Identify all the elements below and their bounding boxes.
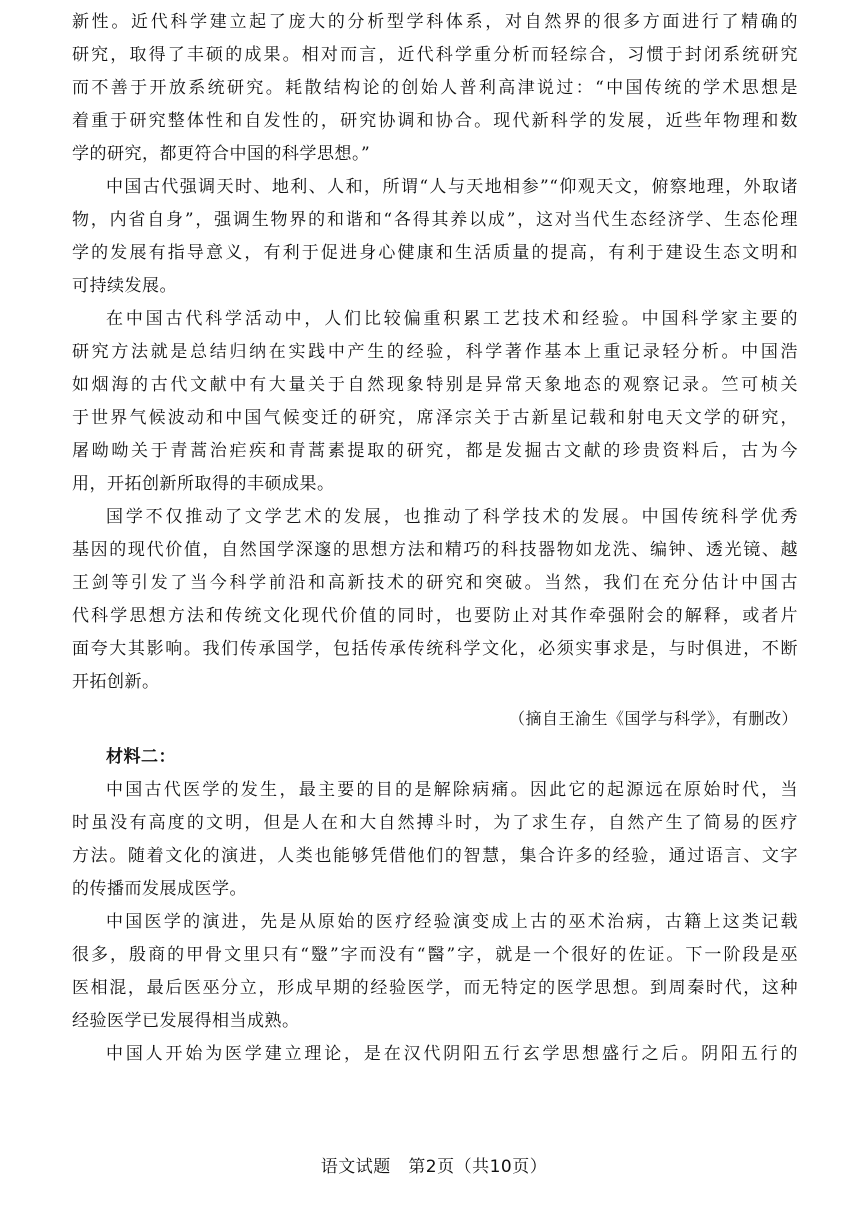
text-line: 研究，取得了丰硕的成果。相对而言，近代科学重分析而轻综合，习惯于封闭系统研究 bbox=[72, 45, 798, 65]
text-line: 中国古代强调天时、地利、人和，所谓“人与天地相参”“仰观天文，俯察地理，外取诸 bbox=[106, 177, 798, 197]
text-line: 着重于研究整体性和自发性的，研究协调和协合。现代新科学的发展，近些年物理和数 bbox=[72, 111, 798, 131]
text-line: 基因的现代价值，自然国学深邃的思想方法和精巧的科技器物如龙洗、编钟、透光镜、越 bbox=[72, 540, 798, 560]
text-line: 时虽没有高度的文明，但是人在和大自然搏斗时，为了求生存，自然产生了简易的医疗 bbox=[72, 813, 798, 833]
text-line: 的传播而发展成医学。 bbox=[72, 879, 247, 899]
source-citation: （摘自王渝生《国学与科学》，有删改） bbox=[508, 709, 798, 728]
paragraph-1 bbox=[72, 6, 798, 171]
text-line: 在中国古代科学活动中，人们比较偏重积累工艺技术和经验。中国科学家主要的 bbox=[106, 309, 798, 329]
paragraph-4 bbox=[72, 501, 798, 699]
text-line: 屠呦呦关于青蒿治疟疾和青蒿素提取的研究，都是发掘古文献的珍贵资料后，古为今 bbox=[72, 441, 798, 461]
text-line: 中国医学的演进，先是从原始的医疗经验演变成上古的巫术治病，古籍上这类记载 bbox=[106, 912, 798, 932]
text-line: 开拓创新。 bbox=[72, 672, 160, 692]
text-line: 学的发展有指导意义，有利于促进身心健康和生活质量的提高，有利于建设生态文明和 bbox=[72, 243, 798, 263]
paragraph-7 bbox=[72, 1038, 798, 1071]
text-line: 用，开拓创新所取得的丰硕成果。 bbox=[72, 474, 335, 494]
text-line: 很多，殷商的甲骨文里只有“毉”字而没有“醫”字，就是一个很好的佐证。下一阶段是巫 bbox=[72, 945, 798, 965]
text-line: 如烟海的古代文献中有大量关于自然现象特别是异常天象地态的观察记录。竺可桢关 bbox=[72, 375, 798, 395]
text-line: 可持续发展。 bbox=[72, 276, 177, 296]
page-body bbox=[72, 6, 798, 1071]
section-heading: 材料二： bbox=[106, 747, 176, 767]
paragraph-3 bbox=[72, 303, 798, 501]
paragraph-2 bbox=[72, 171, 798, 303]
paragraph-5 bbox=[72, 774, 798, 906]
page-footer: 语文试题 第2页（共10页） bbox=[320, 1157, 548, 1177]
text-line: 于世界气候波动和中国气候变迁的研究，席泽宗关于古新星记载和射电天文学的研究， bbox=[72, 408, 798, 428]
text-line: 代科学思想方法和传统文化现代价值的同时，也要防止对其作牵强附会的解释，或者片 bbox=[72, 606, 798, 626]
text-line: 国学不仅推动了文学艺术的发展，也推动了科学技术的发展。中国传统科学优秀 bbox=[106, 507, 798, 527]
text-line: 医相混，最后医巫分立，形成早期的经验医学，而无特定的医学思想。到周秦时代，这种 bbox=[72, 978, 798, 998]
text-line: 王剑等引发了当今科学前沿和高新技术的研究和突破。当然，我们在充分估计中国古 bbox=[72, 573, 798, 593]
text-line: 面夸大其影响。我们传承国学，包括传承传统科学文化，必须实事求是，与时俱进，不断 bbox=[72, 639, 798, 659]
text-line: 经验医学已发展得相当成熟。 bbox=[72, 1011, 300, 1031]
text-line: 中国古代医学的发生，最主要的目的是解除病痛。因此它的起源远在原始时代，当 bbox=[106, 780, 798, 800]
text-line: 学的研究，都更符合中国的科学思想。” bbox=[72, 144, 371, 164]
text-line: 研究方法就是总结归纳在实践中产生的经验，科学著作基本上重记录轻分析。中国浩 bbox=[72, 342, 798, 362]
paragraph-6 bbox=[72, 906, 798, 1038]
text-line: 物，内省自身”，强调生物界的和谐和“各得其养以成”，这对当代生态经济学、生态伦理 bbox=[72, 210, 798, 230]
text-line: 方法。随着文化的演进，人类也能够凭借他们的智慧，集合许多的经验，通过语言、文字 bbox=[72, 846, 798, 866]
text-line: 新性。近代科学建立起了庞大的分析型学科体系，对自然界的很多方面进行了精确的 bbox=[72, 12, 798, 32]
text-line: 中国人开始为医学建立理论，是在汉代阴阳五行玄学思想盛行之后。阴阳五行的 bbox=[106, 1044, 798, 1064]
text-line: 而不善于开放系统研究。耗散结构论的创始人普利高津说过：“中国传统的学术思想是 bbox=[72, 78, 798, 98]
